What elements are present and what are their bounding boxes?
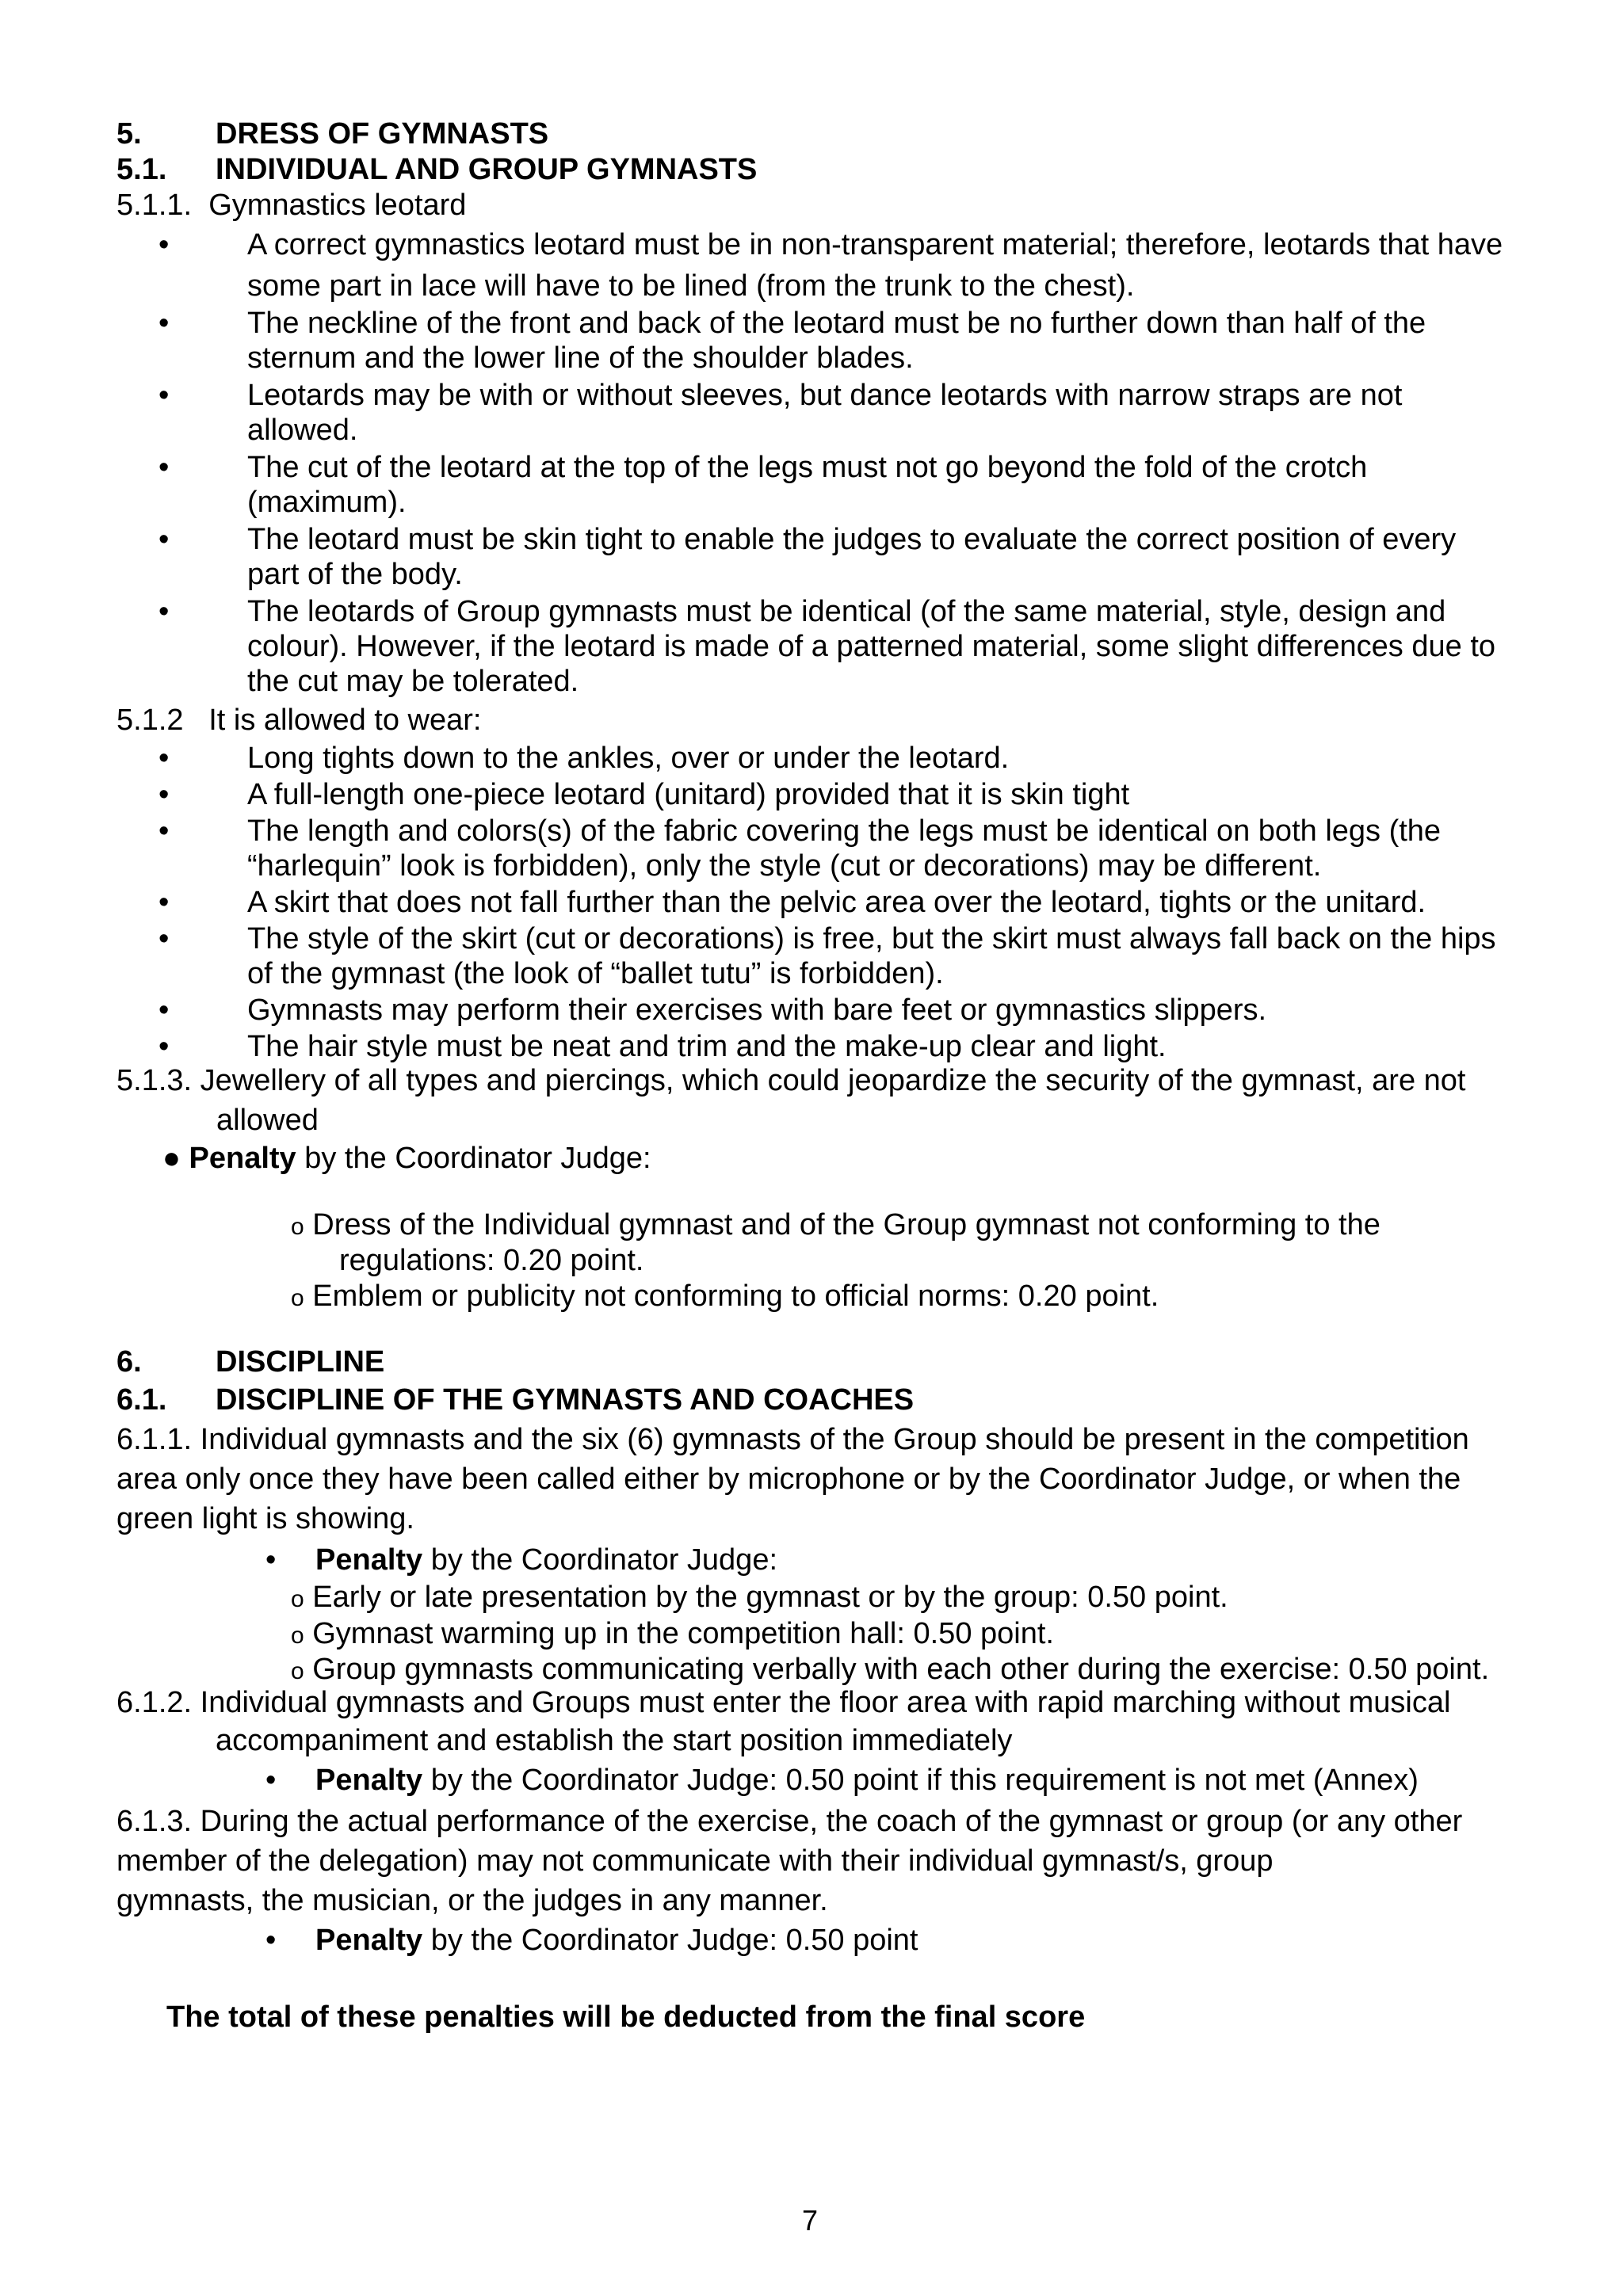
penalty-sub-item bbox=[291, 1582, 1228, 1612]
penalty-sub-item: o Dress of the Individual gymnast and of the Group gymnast not conforming to the bbox=[291, 1208, 1381, 1241]
list-item-line: The cut of the leotard at the top of the legs must not go beyond the fold of the crotch bbox=[247, 451, 1368, 484]
penalty-sub-item: o Emblem or publicity not conforming to official norms: 0.20 point. bbox=[291, 1280, 1159, 1313]
circle-bullet-icon: o bbox=[291, 1623, 304, 1649]
penalty-label: Penalty bbox=[315, 1924, 423, 1957]
total-penalties-note: The total of these penalties will be deducted from the final score bbox=[166, 2000, 1086, 2034]
list-item-line: allowed. bbox=[247, 414, 358, 447]
bullet-dot: • bbox=[158, 1030, 170, 1063]
penalty-sub-item bbox=[291, 1654, 1489, 1684]
penalty-line bbox=[162, 1143, 651, 1173]
bullet-dot: • bbox=[158, 595, 170, 628]
penalty-text: by the Coordinator Judge: bbox=[296, 1142, 651, 1175]
list-item-line: some part in lace will have to be lined (from the trunk to the chest). bbox=[247, 269, 1135, 303]
paragraph-6-1-1-line: 6.1.1. Individual gymnasts and the six (6) gymnasts of the Group should be present in the competition bbox=[116, 1423, 1469, 1456]
section-6-heading bbox=[116, 1347, 384, 1377]
section-number: 6. bbox=[116, 1345, 142, 1379]
paragraph-text: Jewellery of all types and piercings, which could jeopardize the security of the gymnast, are not bbox=[200, 1064, 1466, 1097]
bullet-dot: • bbox=[158, 814, 170, 848]
penalty-sub-text: Group gymnasts communicating verbally with each other during the exercise: 0.50 point. bbox=[312, 1653, 1490, 1686]
list-item-line: A skirt that does not fall further than the pelvic area over the leotard, tights or the unitard. bbox=[247, 886, 1426, 919]
list-item-line: The length and colors(s) of the fabric covering the legs must be identical on both legs (the bbox=[247, 814, 1442, 848]
list-item-line: Leotards may be with or without sleeves, but dance leotards with narrow straps are not bbox=[247, 379, 1403, 412]
subsection-5-1-heading bbox=[116, 154, 757, 185]
circle-bullet-icon: o bbox=[291, 1285, 304, 1311]
paragraph-6-1-2-line: 6.1.2. Individual gymnasts and Groups must enter the floor area with rapid marching without musical bbox=[116, 1686, 1451, 1719]
paragraph-6-1-3-line: member of the delegation) may not communicate with their individual gymnast/s, group bbox=[116, 1844, 1274, 1878]
list-item-line: The style of the skirt (cut or decorations) is free, but the skirt must always fall back on the hips bbox=[247, 922, 1496, 955]
subsection-title: DISCIPLINE OF THE GYMNASTS AND COACHES bbox=[216, 1383, 915, 1417]
list-item-line: A correct gymnastics leotard must be in non-transparent material; therefore, leotards that have bbox=[247, 228, 1503, 261]
penalty-line bbox=[315, 1765, 1419, 1795]
penalty-text: by the Coordinator Judge: 0.50 point if this requirement is not met (Annex) bbox=[422, 1764, 1419, 1797]
penalty-text: by the Coordinator Judge: 0.50 point bbox=[422, 1924, 918, 1957]
subsection-title: INDIVIDUAL AND GROUP GYMNASTS bbox=[216, 153, 758, 186]
section-title: DRESS OF GYMNASTS bbox=[216, 117, 549, 151]
bullet-dot: • bbox=[158, 778, 170, 811]
circle-bullet-icon: o bbox=[291, 1586, 304, 1612]
bullet-dot: • bbox=[158, 523, 170, 556]
penalty-sub-item bbox=[291, 1619, 1054, 1649]
bullet-dot: • bbox=[158, 307, 170, 340]
paragraph-6-1-1-line: area only once they have been called either by microphone or by the Coordinator Judge, or when the bbox=[116, 1463, 1461, 1496]
penalty-line bbox=[315, 1925, 918, 1955]
paragraph-5-1-1 bbox=[116, 190, 466, 220]
paragraph-5-1-2 bbox=[116, 705, 481, 735]
list-item-line: Gymnasts may perform their exercises with bare feet or gymnastics slippers. bbox=[247, 994, 1267, 1027]
paragraph-6-1-3-line: gymnasts, the musician, or the judges in any manner. bbox=[116, 1884, 828, 1917]
section-title: DISCIPLINE bbox=[216, 1345, 385, 1379]
bullet-dot: • bbox=[158, 451, 170, 484]
bullet-dot: • bbox=[265, 1543, 277, 1577]
penalty-label: Penalty bbox=[189, 1142, 296, 1175]
paragraph-6-1-1-line: green light is showing. bbox=[116, 1502, 414, 1535]
list-item-line: of the gymnast (the look of “ballet tutu” is forbidden). bbox=[247, 957, 944, 990]
circle-bullet-icon: o bbox=[291, 1214, 304, 1240]
list-item-line: the cut may be tolerated. bbox=[247, 665, 579, 698]
bullet-dot: • bbox=[158, 228, 170, 261]
circle-bullet-icon: o bbox=[291, 1658, 304, 1684]
penalty-label: Penalty bbox=[315, 1764, 423, 1797]
subsection-number: 5.1. bbox=[116, 153, 167, 186]
penalty-sub-item: regulations: 0.20 point. bbox=[339, 1244, 644, 1277]
paragraph-title: It is allowed to wear: bbox=[208, 704, 482, 737]
list-item-line: The leotards of Group gymnasts must be identical (of the same material, style, design and bbox=[247, 595, 1446, 628]
paragraph-6-1-2-continuation: accompaniment and establish the start position immediately bbox=[216, 1724, 1013, 1757]
bullet-dot: ● bbox=[162, 1142, 181, 1175]
bullet-dot: • bbox=[158, 886, 170, 919]
penalty-label: Penalty bbox=[315, 1543, 423, 1577]
bullet-dot: • bbox=[265, 1764, 277, 1797]
paragraph-5-1-3-continuation: allowed bbox=[216, 1104, 319, 1137]
paragraph-5-1-3 bbox=[116, 1066, 1465, 1096]
list-item-line: colour). However, if the leotard is made of a patterned material, some slight differences due to bbox=[247, 630, 1496, 663]
subsection-number: 6.1. bbox=[116, 1383, 167, 1417]
list-item-line: A full-length one-piece leotard (unitard) provided that it is skin tight bbox=[247, 778, 1130, 811]
paragraph-6-1-3-line: 6.1.3. During the actual performance of the exercise, the coach of the gymnast or group (or any other bbox=[116, 1805, 1463, 1838]
bullet-dot: • bbox=[158, 742, 170, 775]
list-item-line: part of the body. bbox=[247, 558, 463, 591]
list-item-line: The neckline of the front and back of the leotard must be no further down than half of the bbox=[247, 307, 1426, 340]
section-number: 5. bbox=[116, 117, 142, 151]
list-item-line: sternum and the lower line of the shoulder blades. bbox=[247, 341, 914, 375]
list-item-line: The leotard must be skin tight to enable the judges to evaluate the correct position of every bbox=[247, 523, 1457, 556]
subsection-6-1-heading bbox=[116, 1385, 914, 1415]
list-item-line: Long tights down to the ankles, over or under the leotard. bbox=[247, 742, 1010, 775]
list-item-line: “harlequin” look is forbidden), only the style (cut or decorations) may be different. bbox=[247, 849, 1322, 883]
bullet-dot: • bbox=[158, 379, 170, 412]
bullet-dot: • bbox=[158, 994, 170, 1027]
penalty-sub-text: Early or late presentation by the gymnast or by the group: 0.50 point. bbox=[312, 1581, 1228, 1614]
bullet-dot: • bbox=[158, 922, 170, 955]
penalty-sub-text: Gymnast warming up in the competition hall: 0.50 point. bbox=[312, 1617, 1054, 1650]
list-item-line: The hair style must be neat and trim and the make-up clear and light. bbox=[247, 1030, 1167, 1063]
bullet-dot: • bbox=[265, 1924, 277, 1957]
paragraph-title: Gymnastics leotard bbox=[208, 189, 467, 222]
penalty-text: by the Coordinator Judge: bbox=[422, 1543, 778, 1577]
section-5-heading bbox=[116, 119, 548, 149]
paragraph-number: 5.1.2 bbox=[116, 704, 184, 737]
penalty-line bbox=[315, 1545, 777, 1575]
page-number: 7 bbox=[802, 2204, 819, 2237]
list-item-line: (maximum). bbox=[247, 486, 407, 519]
paragraph-number: 5.1.3. bbox=[116, 1064, 193, 1097]
paragraph-number: 5.1.1. bbox=[116, 189, 193, 222]
